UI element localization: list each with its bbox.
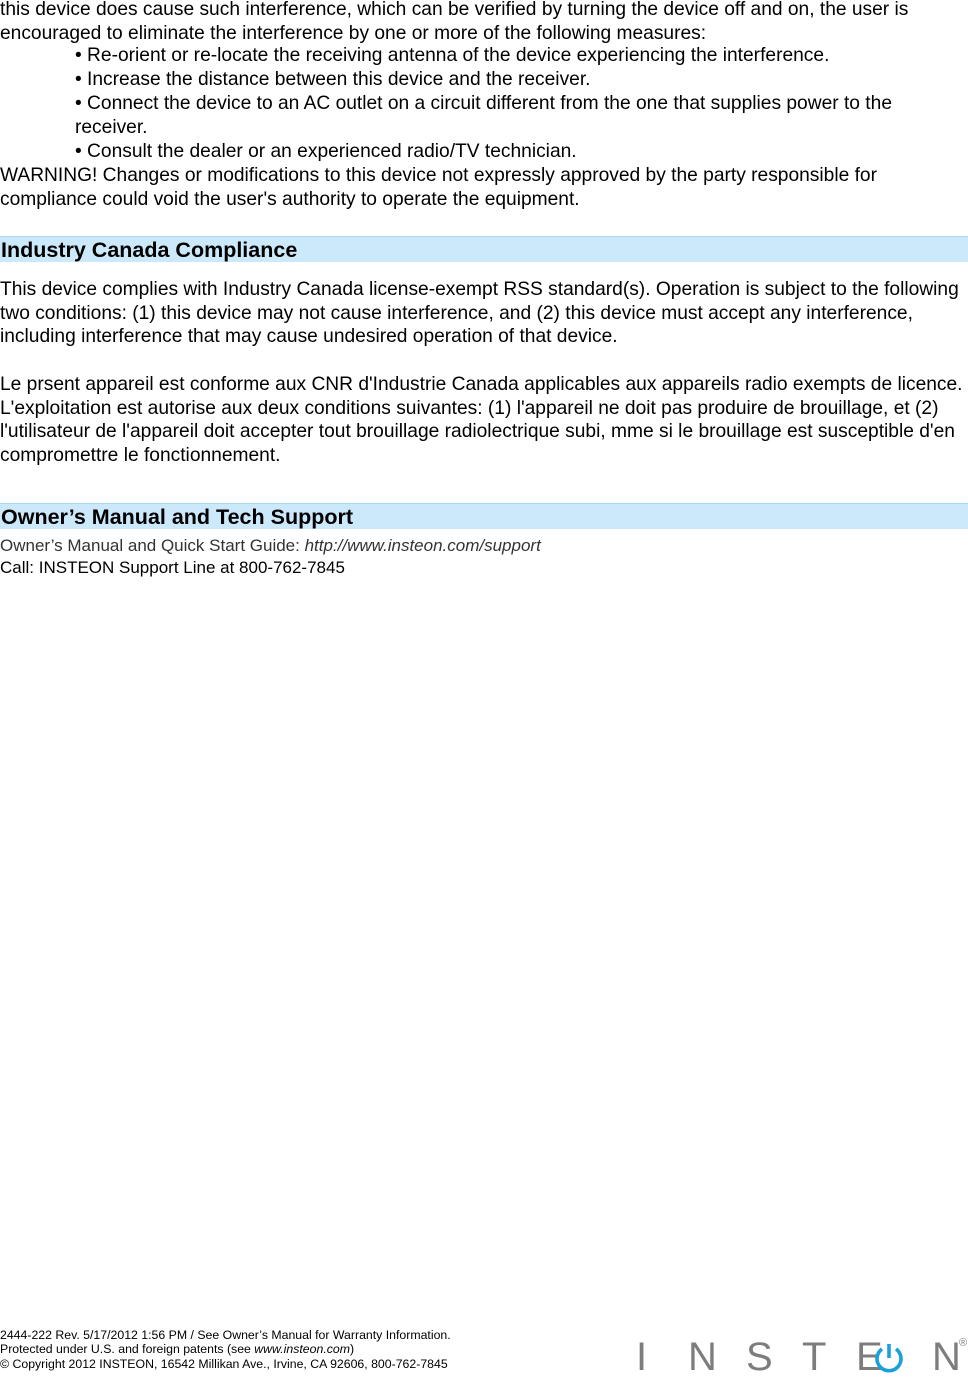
- measure-item: • Increase the distance between this device and the receiver.: [75, 69, 591, 90]
- footer-revision: 2444-222 Rev. 5/17/2012 1:56 PM / See Owner’s Manual for Warranty Information.: [0, 1328, 451, 1342]
- canada-heading-bar: [0, 236, 968, 262]
- support-heading: Owner’s Manual and Tech Support: [1, 505, 353, 529]
- insteon-logo: [632, 1335, 968, 1379]
- logo-letter: T: [802, 1335, 827, 1379]
- power-icon: [872, 1341, 906, 1375]
- logo-letter: S: [746, 1335, 773, 1379]
- measure-item: • Connect the device to an AC outlet on a circuit different from the one that supplies power to the receiver.: [75, 93, 892, 138]
- support-guide-label: Owner’s Manual and Quick Start Guide:: [0, 536, 305, 555]
- logo-letter: E: [856, 1335, 883, 1379]
- support-call: Call: INSTEON Support Line at 800-762-7845: [0, 558, 345, 577]
- logo-letter: N: [932, 1335, 961, 1379]
- footer-patents-prefix: Protected under U.S. and foreign patents (see: [0, 1342, 255, 1356]
- canada-heading: Industry Canada Compliance: [1, 238, 298, 262]
- canada-french: Le prsent appareil est conforme aux CNR d'Industrie Canada applicables aux appareils radio exempts de licence. L'exploitation est autorise aux deux conditions suivantes: (1) l'appareil ne doit pas produire de brouillage, et (2) l'utilisateur de l'appareil doit accepter tout brouillage radiolectrique subi, mme si le brouillage est susceptible d'en compromettre le fonctionnement.: [0, 374, 963, 466]
- fcc-warning: WARNING! Changes or modifications to this device not expressly approved by the party responsible for compliance could void the user's authority to operate the equipment.: [0, 165, 877, 210]
- measure-item: • Consult the dealer or an experienced radio/TV technician.: [75, 141, 577, 162]
- support-guide: [0, 535, 541, 557]
- logo-letter: N: [688, 1335, 717, 1379]
- support-heading-bar: [0, 503, 968, 529]
- fcc-intro: this device does cause such interference, which can be verified by turning the device off and on, the user is encouraged to eliminate the interference by one or more of the following measures:: [0, 0, 909, 44]
- logo-letter: I: [636, 1335, 648, 1379]
- canada-english: This device complies with Industry Canada license-exempt RSS standard(s). Operation is subject to the following two conditions: (1) this device may not cause interference, and (2) this device must accept any interference, including interference that may cause undesired operation of that device.: [0, 279, 959, 348]
- footer-patents: [0, 1342, 354, 1357]
- support-guide-link[interactable]: http://www.insteon.com/support: [304, 536, 541, 555]
- footer-copyright: © Copyright 2012 INSTEON, 16542 Millikan Ave., Irvine, CA 92606, 800-762-7845: [0, 1357, 448, 1371]
- footer-patents-link[interactable]: www.insteon.com: [254, 1342, 350, 1356]
- footer-patents-suffix: ): [349, 1342, 355, 1356]
- measure-item: • Re-orient or re-locate the receiving antenna of the device experiencing the interference.: [75, 45, 830, 66]
- registered-mark: ®: [959, 1337, 968, 1349]
